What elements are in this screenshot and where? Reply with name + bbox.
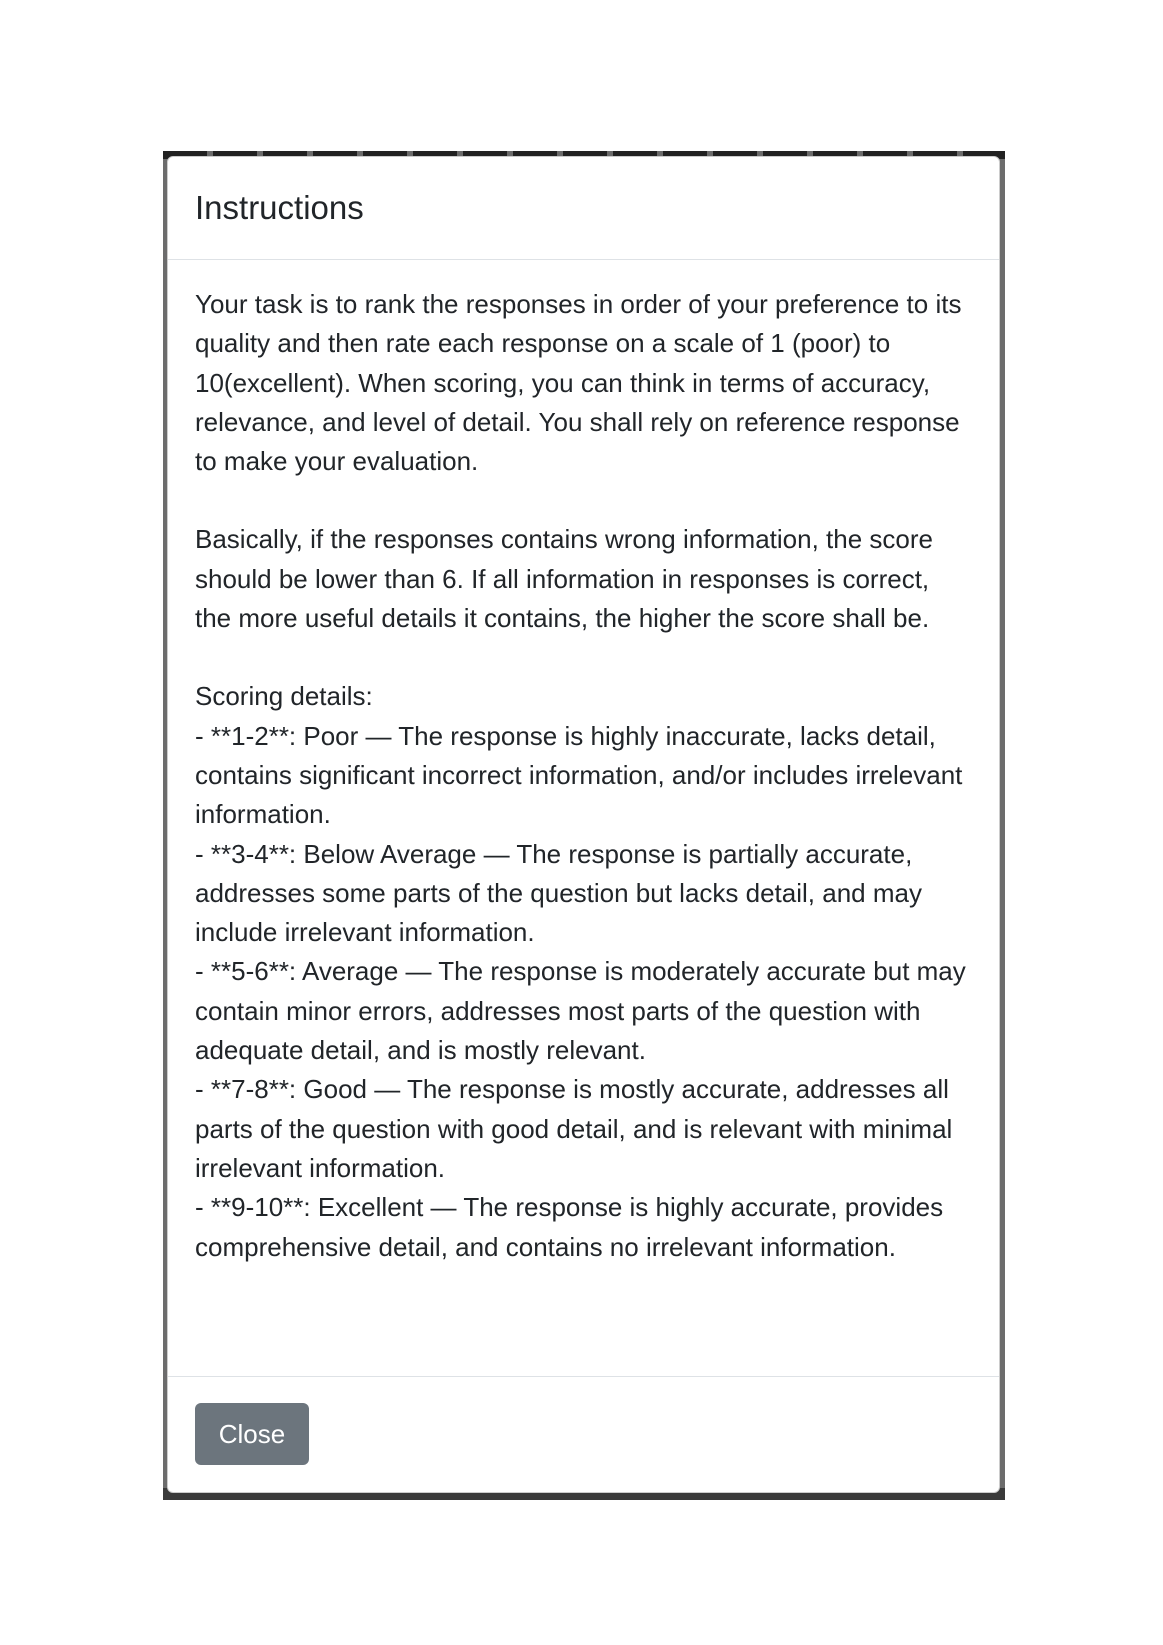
modal-header	[168, 157, 999, 260]
modal-body	[168, 260, 999, 1377]
close-button[interactable]: Close	[195, 1403, 309, 1465]
instructions-paragraph-scoring-details: Scoring details: - **1-2**: Poor — The response is highly inaccurate, lacks detail, contains significant incorrect information, and/or includes irrelevant information. - **3-4**: Below Average — The response is partially accurate, addresses some parts of the question but lacks detail, and may include irrelevant information. - **5-6**: Average — The response is moderately accurate but may contain minor errors, addresses most parts of the question with adequate detail, and is mostly relevant. - **7-8**: Good — The response is mostly accurate, addresses all parts of the question with good detail, and is relevant with minimal irrelevant information. - **9-10**: Excellent — The response is highly accurate, provides comprehensive detail, and contains no irrelevant information.	[195, 681, 966, 1262]
instructions-modal	[167, 156, 1000, 1493]
modal-title: Instructions	[195, 189, 364, 226]
instructions-paragraph-task: Your task is to rank the responses in order of your preference to its quality and then rate each response on a scale of 1 (poor) to 10(excellent). When scoring, you can think in terms of accuracy, relevance, and level of detail. You shall rely on reference response to make your evaluation.	[195, 289, 969, 477]
modal-footer	[168, 1377, 999, 1465]
instructions-paragraph-scoring-rule: Basically, if the responses contains wrong information, the score should be lower than 6. If all information in responses is correct, the more useful details it contains, the higher the score shall be.	[195, 524, 941, 634]
